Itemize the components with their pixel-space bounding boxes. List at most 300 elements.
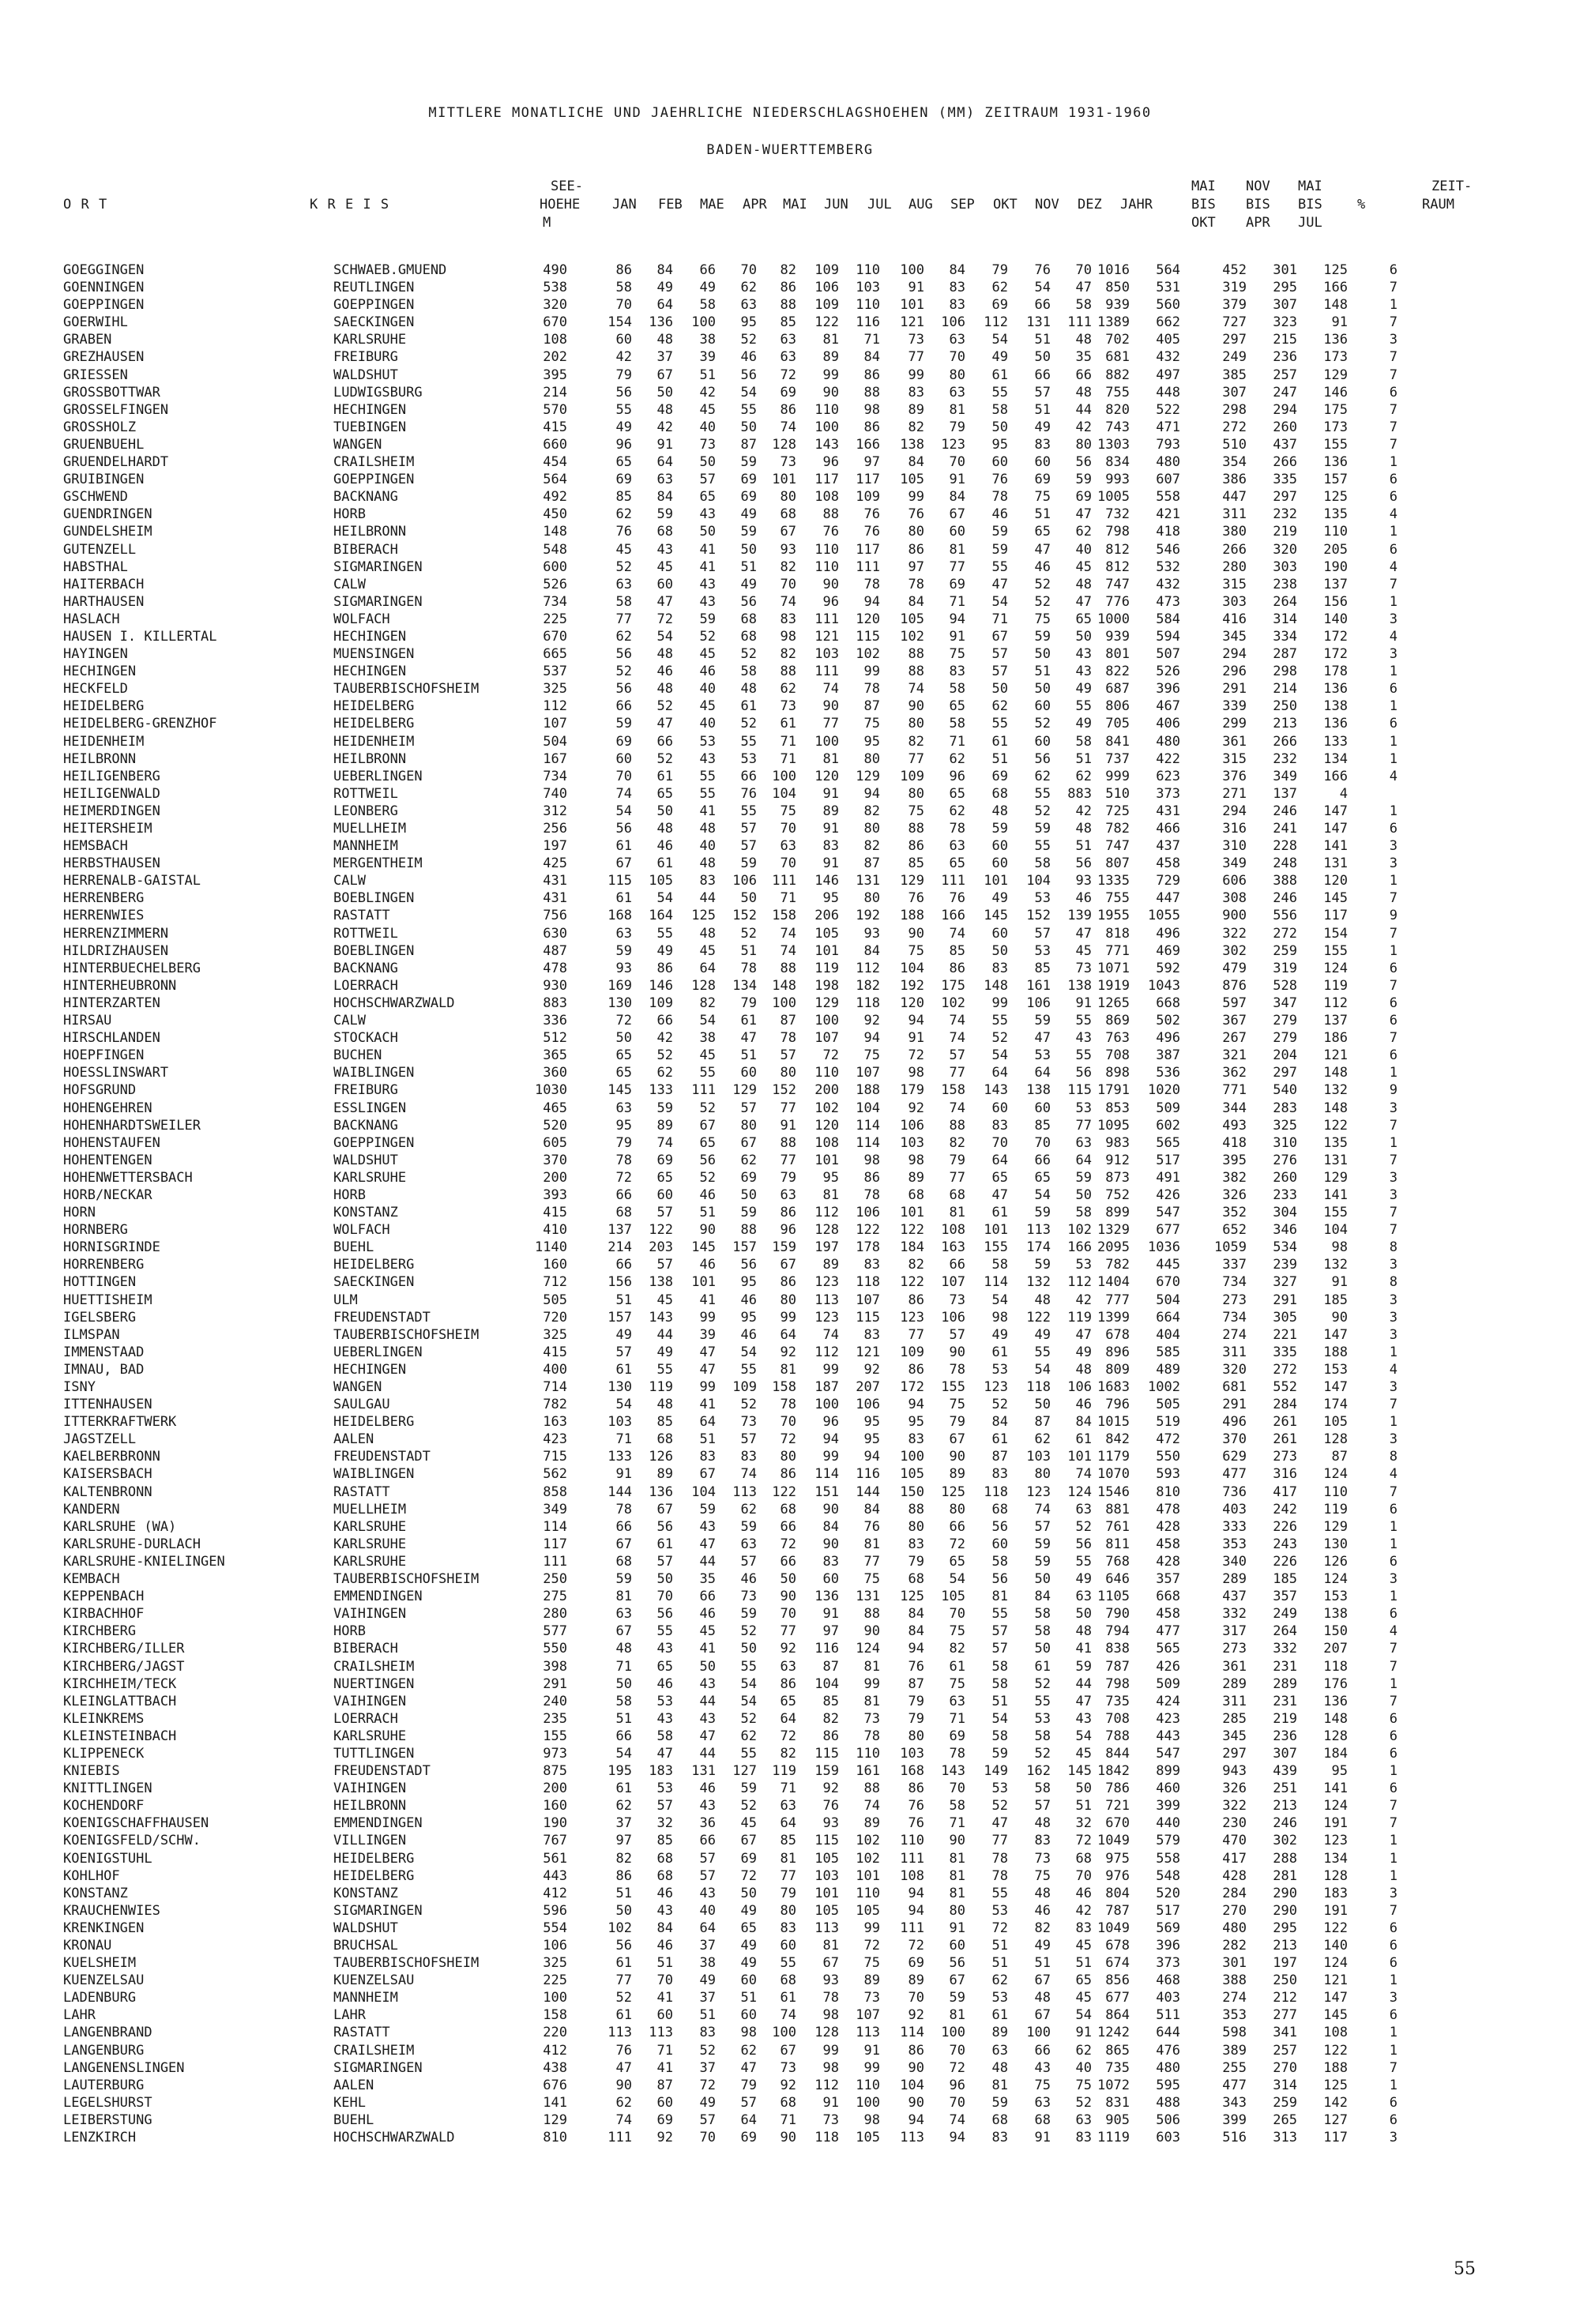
cell-sep: 75 [949, 1397, 965, 1413]
cell-sep: 71 [949, 1815, 965, 1832]
cell-okt: 63 [991, 2042, 1008, 2059]
cell-feb: 86 [656, 960, 673, 976]
cell-percent: 142 [1323, 2094, 1348, 2111]
cell-zeitraum: 3 [1389, 1885, 1398, 1901]
cell-jun: 113 [814, 1292, 839, 1308]
cell-dez: 53 [1075, 1257, 1092, 1273]
cell-feb: 65 [656, 785, 673, 802]
cell-percent: 134 [1323, 750, 1348, 767]
cell-mai-jul: 257 [1273, 2042, 1297, 2059]
cell-mai-okt: 480 [1156, 454, 1180, 471]
cell-apr: 55 [740, 1361, 757, 1378]
cell-jahr: 1389 [1097, 314, 1130, 331]
cell-zeitraum: 6 [1389, 1501, 1398, 1517]
cell-mai-jul: 290 [1273, 1885, 1297, 1901]
cell-percent: 138 [1323, 698, 1348, 715]
cell-dez: 53 [1075, 1100, 1092, 1116]
cell-nov: 65 [1034, 1169, 1051, 1186]
cell-aug: 84 [908, 1606, 924, 1623]
cell-mai: 74 [780, 942, 796, 959]
cell-mae: 50 [699, 524, 716, 540]
cell-ort: HORB/NECKAR [63, 1186, 152, 1203]
cell-feb: 58 [656, 1728, 673, 1744]
cell-percent: 137 [1323, 1013, 1348, 1029]
cell-mai-okt: 729 [1156, 873, 1180, 889]
cell-mai-jul: 283 [1273, 1100, 1297, 1116]
table-row [0, 820, 1580, 837]
cell-nov-apr: 493 [1222, 1117, 1247, 1134]
cell-seehoehe: 114 [543, 1518, 567, 1535]
cell-mai-okt: 404 [1156, 1326, 1180, 1343]
cell-apr: 134 [732, 977, 757, 994]
cell-zeitraum: 6 [1389, 716, 1398, 732]
cell-percent: 153 [1323, 1361, 1348, 1378]
cell-mai-okt: 1043 [1148, 977, 1180, 994]
cell-ort: GRUENDELHARDT [63, 454, 169, 471]
cell-feb: 126 [649, 1449, 673, 1465]
cell-jahr: 677 [1105, 1990, 1130, 2006]
cell-aug: 104 [900, 960, 924, 976]
cell-apr: 52 [740, 1710, 757, 1727]
cell-okt: 118 [984, 1484, 1008, 1500]
cell-zeitraum: 1 [1389, 1867, 1398, 1884]
cell-apr: 51 [740, 1990, 757, 2006]
cell-nov-apr: 308 [1222, 890, 1247, 907]
cell-mai-jul: 266 [1273, 733, 1297, 750]
cell-ort: LANGENBRAND [63, 2025, 152, 2041]
cell-mai-jul: 232 [1273, 506, 1297, 523]
cell-feb: 48 [656, 332, 673, 348]
table-row [0, 1588, 1580, 1605]
cell-mai-jul: 294 [1273, 401, 1297, 418]
cell-dez: 63 [1075, 1134, 1092, 1151]
cell-mae: 37 [699, 2059, 716, 2076]
cell-zeitraum: 1 [1389, 1589, 1398, 1605]
cell-nov-apr: 299 [1222, 716, 1247, 732]
cell-percent: 147 [1323, 1990, 1348, 2006]
cell-mae: 47 [699, 1536, 716, 1552]
table-row [0, 1361, 1580, 1378]
cell-jul: 131 [856, 1589, 880, 1605]
cell-jahr: 798 [1105, 524, 1130, 540]
cell-percent: 156 [1323, 593, 1348, 610]
cell-dez: 47 [1075, 280, 1092, 296]
cell-zeitraum: 6 [1389, 489, 1398, 506]
cell-jan: 168 [608, 908, 632, 924]
cell-jahr: 1399 [1097, 1309, 1130, 1326]
cell-mae: 72 [699, 2077, 716, 2093]
cell-mae: 43 [699, 576, 716, 592]
cell-seehoehe: 160 [543, 1798, 567, 1814]
cell-aug: 90 [908, 2059, 924, 2076]
page-title: MITTLERE MONATLICHE UND JAEHRLICHE NIEDERSCHLAGSHOEHEN (MM) ZEITRAUM 1931-1960 [428, 105, 1152, 121]
cell-seehoehe: 538 [543, 280, 567, 296]
cell-zeitraum: 1 [1389, 803, 1398, 819]
cell-seehoehe: 550 [543, 1641, 567, 1657]
cell-aug: 105 [900, 611, 924, 627]
cell-aug: 83 [908, 1536, 924, 1552]
table-row [0, 279, 1580, 296]
cell-mae: 51 [699, 2007, 716, 2024]
cell-kreis: HEILBRONN [333, 1798, 407, 1814]
cell-nov-apr: 389 [1222, 2042, 1247, 2059]
cell-kreis: KONSTANZ [333, 1885, 398, 1901]
cell-dez: 51 [1075, 1798, 1092, 1814]
cell-mai: 61 [780, 1990, 796, 2006]
cell-mai-okt: 519 [1156, 1414, 1180, 1431]
cell-sep: 81 [949, 2007, 965, 2024]
cell-mai: 72 [780, 1728, 796, 1744]
cell-ort: GRABEN [63, 332, 112, 348]
cell-kreis: CALW [333, 873, 366, 889]
cell-okt: 61 [991, 2007, 1008, 2024]
cell-jahr: 882 [1105, 367, 1130, 383]
cell-percent: 188 [1323, 2059, 1348, 2076]
table-row [0, 1658, 1580, 1675]
cell-seehoehe: 398 [543, 1658, 567, 1675]
cell-nov-apr: 267 [1222, 1030, 1247, 1047]
cell-mai-jul: 246 [1273, 890, 1297, 907]
cell-jan: 54 [615, 1745, 632, 1762]
cell-mai: 77 [780, 1623, 796, 1640]
cell-aug: 97 [908, 558, 924, 575]
cell-apr: 61 [740, 698, 757, 715]
cell-jun: 96 [822, 593, 839, 610]
cell-mai-jul: 310 [1273, 1134, 1297, 1151]
cell-dez: 50 [1075, 1186, 1092, 1203]
cell-sep: 96 [949, 2077, 965, 2093]
cell-jahr: 725 [1105, 803, 1130, 819]
cell-percent: 117 [1323, 2130, 1348, 2146]
cell-jun: 197 [814, 1239, 839, 1256]
cell-jan: 195 [608, 1763, 632, 1780]
cell-mai-jul: 314 [1273, 611, 1297, 627]
cell-ort: KIRCHBERG/ILLER [63, 1641, 185, 1657]
cell-jun: 119 [814, 960, 839, 976]
cell-okt: 58 [991, 1675, 1008, 1692]
cell-dez: 43 [1075, 1710, 1092, 1727]
cell-kreis: KONSTANZ [333, 1205, 398, 1221]
cell-mai-jul: 437 [1273, 436, 1297, 453]
cell-aug: 94 [908, 1885, 924, 1901]
cell-jan: 49 [615, 1326, 632, 1343]
table-row [0, 1728, 1580, 1745]
cell-aug: 98 [908, 1065, 924, 1081]
cell-zeitraum: 4 [1389, 1623, 1398, 1640]
cell-mai: 63 [780, 1186, 796, 1203]
cell-kreis: WALDSHUT [333, 1152, 398, 1168]
cell-mai: 64 [780, 1326, 796, 1343]
cell-apr: 74 [740, 1466, 757, 1483]
cell-okt: 155 [984, 1239, 1008, 1256]
cell-feb: 113 [649, 2025, 673, 2041]
table-row [0, 2059, 1580, 2077]
cell-aug: 76 [908, 1815, 924, 1832]
cell-mai: 78 [780, 1030, 796, 1047]
cell-ort: KIRCHBERG/JAGST [63, 1658, 185, 1675]
cell-kreis: HEILBRONN [333, 750, 407, 767]
cell-feb: 43 [656, 541, 673, 558]
cell-mae: 45 [699, 646, 716, 663]
cell-nov: 138 [1026, 1082, 1051, 1099]
cell-mai-okt: 472 [1156, 1431, 1180, 1448]
cell-kreis: RASTATT [333, 2025, 390, 2041]
cell-jahr: 798 [1105, 1675, 1130, 1692]
cell-aug: 120 [900, 995, 924, 1011]
cell-jun: 96 [822, 1414, 839, 1431]
cell-sep: 80 [949, 1501, 965, 1517]
cell-kreis: EMMENDINGEN [333, 1589, 423, 1605]
cell-ort: HOTTINGEN [63, 1274, 137, 1291]
cell-percent: 188 [1323, 1344, 1348, 1360]
cell-mai-jul: 257 [1273, 367, 1297, 383]
cell-mai: 80 [780, 1292, 796, 1308]
cell-apr: 54 [740, 1344, 757, 1360]
cell-mai: 81 [780, 1361, 796, 1378]
cell-sep: 155 [941, 1379, 965, 1395]
cell-mai: 83 [780, 611, 796, 627]
cell-jun: 91 [822, 1606, 839, 1623]
cell-dez: 35 [1075, 349, 1092, 366]
cell-nov-apr: 285 [1222, 1710, 1247, 1727]
cell-apr: 59 [740, 1205, 757, 1221]
cell-kreis: HECHINGEN [333, 628, 407, 645]
cell-mai-okt: 509 [1156, 1675, 1180, 1692]
header-ort: O R T [63, 197, 108, 212]
cell-percent: 166 [1323, 768, 1348, 784]
cell-mai: 100 [772, 2025, 796, 2041]
cell-okt: 62 [991, 698, 1008, 715]
cell-nov: 100 [1026, 2025, 1051, 2041]
cell-nov: 49 [1034, 1938, 1051, 1954]
cell-ort: HOESSLINSWART [63, 1065, 169, 1081]
cell-dez: 51 [1075, 1955, 1092, 1972]
cell-mae: 37 [699, 1938, 716, 1954]
cell-aug: 88 [908, 821, 924, 837]
cell-mai-jul: 238 [1273, 576, 1297, 592]
cell-jul: 129 [856, 768, 880, 784]
cell-mai-okt: 546 [1156, 541, 1180, 558]
cell-aug: 125 [900, 1589, 924, 1605]
table-row [0, 1902, 1580, 1920]
cell-jahr: 976 [1105, 1867, 1130, 1884]
table-row [0, 453, 1580, 471]
cell-jahr: 721 [1105, 1798, 1130, 1814]
cell-jul: 118 [856, 995, 880, 1011]
cell-mai: 68 [780, 506, 796, 523]
cell-okt: 54 [991, 1710, 1008, 1727]
cell-ort: KANDERN [63, 1501, 120, 1517]
cell-dez: 45 [1075, 942, 1092, 959]
cell-jan: 63 [615, 1606, 632, 1623]
cell-nov-apr: 296 [1222, 664, 1247, 680]
cell-nov-apr: 361 [1222, 733, 1247, 750]
cell-mai: 73 [780, 698, 796, 715]
cell-mai: 111 [772, 873, 796, 889]
cell-jun: 112 [814, 1344, 839, 1360]
cell-sep: 78 [949, 1745, 965, 1762]
table-row [0, 384, 1580, 401]
cell-seehoehe: 349 [543, 1501, 567, 1517]
cell-mae: 57 [699, 2112, 716, 2128]
cell-dez: 66 [1075, 367, 1092, 383]
cell-zeitraum: 3 [1389, 1100, 1398, 1116]
header-mai-okt-1: MAI [1191, 179, 1216, 194]
cell-mai-jul: 534 [1273, 1239, 1297, 1256]
cell-jahr: 807 [1105, 856, 1130, 872]
cell-jahr: 812 [1105, 558, 1130, 575]
cell-jan: 74 [615, 785, 632, 802]
cell-jan: 157 [608, 1309, 632, 1326]
cell-jahr: 702 [1105, 332, 1130, 348]
cell-dez: 46 [1075, 890, 1092, 907]
table-row [0, 907, 1580, 924]
cell-kreis: WOLFACH [333, 1222, 390, 1239]
cell-percent: 133 [1323, 733, 1348, 750]
cell-nov: 53 [1034, 890, 1051, 907]
cell-zeitraum: 1 [1389, 733, 1398, 750]
cell-okt: 61 [991, 367, 1008, 383]
cell-dez: 83 [1075, 2130, 1092, 2146]
cell-mai-jul: 297 [1273, 489, 1297, 506]
cell-mae: 43 [699, 1518, 716, 1535]
cell-seehoehe: 256 [543, 821, 567, 837]
cell-aug: 90 [908, 2094, 924, 2111]
cell-jahr: 786 [1105, 1781, 1130, 1797]
cell-mai: 82 [780, 1745, 796, 1762]
cell-seehoehe: 505 [543, 1292, 567, 1308]
cell-mai-okt: 594 [1156, 628, 1180, 645]
cell-apr: 49 [740, 1955, 757, 1972]
cell-jul: 84 [863, 942, 880, 959]
cell-nov: 48 [1034, 1815, 1051, 1832]
cell-jun: 89 [822, 1257, 839, 1273]
cell-jahr: 864 [1105, 2007, 1130, 2024]
cell-feb: 85 [656, 1414, 673, 1431]
cell-nov: 59 [1034, 1553, 1051, 1570]
cell-jul: 166 [856, 436, 880, 453]
cell-jun: 101 [814, 1152, 839, 1168]
cell-dez: 47 [1075, 593, 1092, 610]
cell-jahr: 510 [1105, 785, 1130, 802]
table-row [0, 1814, 1580, 1832]
cell-jan: 69 [615, 472, 632, 488]
cell-jul: 73 [863, 1990, 880, 2006]
cell-sep: 72 [949, 2059, 965, 2076]
cell-seehoehe: 129 [543, 2112, 567, 2128]
cell-jahr: 670 [1105, 1815, 1130, 1832]
cell-seehoehe: 167 [543, 750, 567, 767]
cell-nov: 85 [1034, 1117, 1051, 1134]
cell-feb: 56 [656, 1606, 673, 1623]
cell-aug: 94 [908, 1902, 924, 1919]
cell-mae: 45 [699, 1047, 716, 1064]
header-mai-jul-2: BIS [1298, 197, 1322, 212]
cell-jul: 99 [863, 1920, 880, 1936]
cell-aug: 86 [908, 838, 924, 855]
cell-ort: HINTERBUECHELBERG [63, 960, 201, 976]
cell-nov-apr: 1059 [1214, 1239, 1247, 1256]
cell-jahr: 1016 [1097, 262, 1130, 278]
cell-percent: 207 [1323, 1641, 1348, 1657]
cell-mai-okt: 662 [1156, 314, 1180, 331]
cell-jun: 121 [814, 628, 839, 645]
cell-ort: KLEINKREMS [63, 1710, 145, 1727]
cell-nov-apr: 361 [1222, 1658, 1247, 1675]
cell-percent: 124 [1323, 1571, 1348, 1588]
cell-mai-jul: 281 [1273, 1867, 1297, 1884]
cell-kreis: GOEPPINGEN [333, 297, 415, 314]
table-row [0, 750, 1580, 768]
cell-jun: 78 [822, 1990, 839, 2006]
cell-jahr: 1546 [1097, 1484, 1130, 1500]
cell-kreis: HEIDELBERG [333, 716, 415, 732]
cell-percent: 148 [1323, 1710, 1348, 1727]
cell-jul: 98 [863, 401, 880, 418]
cell-zeitraum: 3 [1389, 1186, 1398, 1203]
cell-mai: 63 [780, 1658, 796, 1675]
cell-dez: 49 [1075, 681, 1092, 698]
cell-jahr: 735 [1105, 1693, 1130, 1709]
table-row [0, 367, 1580, 384]
cell-mai-jul: 314 [1273, 2077, 1297, 2093]
cell-zeitraum: 6 [1389, 1606, 1398, 1623]
cell-okt: 76 [991, 472, 1008, 488]
cell-jun: 110 [814, 1065, 839, 1081]
cell-sep: 56 [949, 1955, 965, 1972]
cell-percent: 128 [1323, 1728, 1348, 1744]
cell-jul: 89 [863, 1815, 880, 1832]
cell-jun: 76 [822, 1798, 839, 1814]
cell-dez: 124 [1067, 1484, 1092, 1500]
cell-nov: 152 [1026, 908, 1051, 924]
cell-jun: 200 [814, 1082, 839, 1099]
cell-jul: 104 [856, 1100, 880, 1116]
cell-jahr: 788 [1105, 1728, 1130, 1744]
cell-sep: 81 [949, 1885, 965, 1901]
cell-zeitraum: 4 [1389, 558, 1398, 575]
cell-aug: 75 [908, 942, 924, 959]
cell-mai-okt: 564 [1156, 262, 1180, 278]
cell-jun: 129 [814, 995, 839, 1011]
cell-feb: 43 [656, 1710, 673, 1727]
table-row [0, 523, 1580, 540]
cell-okt: 49 [991, 890, 1008, 907]
cell-jan: 91 [615, 1466, 632, 1483]
cell-feb: 57 [656, 1205, 673, 1221]
cell-kreis: KARLSRUHE [333, 1518, 407, 1535]
cell-percent: 110 [1323, 524, 1348, 540]
cell-aug: 89 [908, 401, 924, 418]
header-percent: % [1357, 197, 1366, 212]
table-row [0, 1396, 1580, 1413]
cell-jan: 62 [615, 506, 632, 523]
cell-seehoehe: 478 [543, 960, 567, 976]
cell-apr: 70 [740, 262, 757, 278]
cell-kreis: CRAILSHEIM [333, 2042, 415, 2059]
cell-dez: 62 [1075, 2042, 1092, 2059]
cell-jahr: 1335 [1097, 873, 1130, 889]
cell-jan: 61 [615, 838, 632, 855]
cell-sep: 77 [949, 1169, 965, 1186]
cell-mai-okt: 460 [1156, 1781, 1180, 1797]
cell-seehoehe: 670 [543, 314, 567, 331]
cell-feb: 85 [656, 1833, 673, 1849]
cell-mai-jul: 297 [1273, 1065, 1297, 1081]
cell-jan: 145 [608, 1082, 632, 1099]
cell-nov-apr: 380 [1222, 524, 1247, 540]
header-feb: FEB [658, 197, 683, 212]
